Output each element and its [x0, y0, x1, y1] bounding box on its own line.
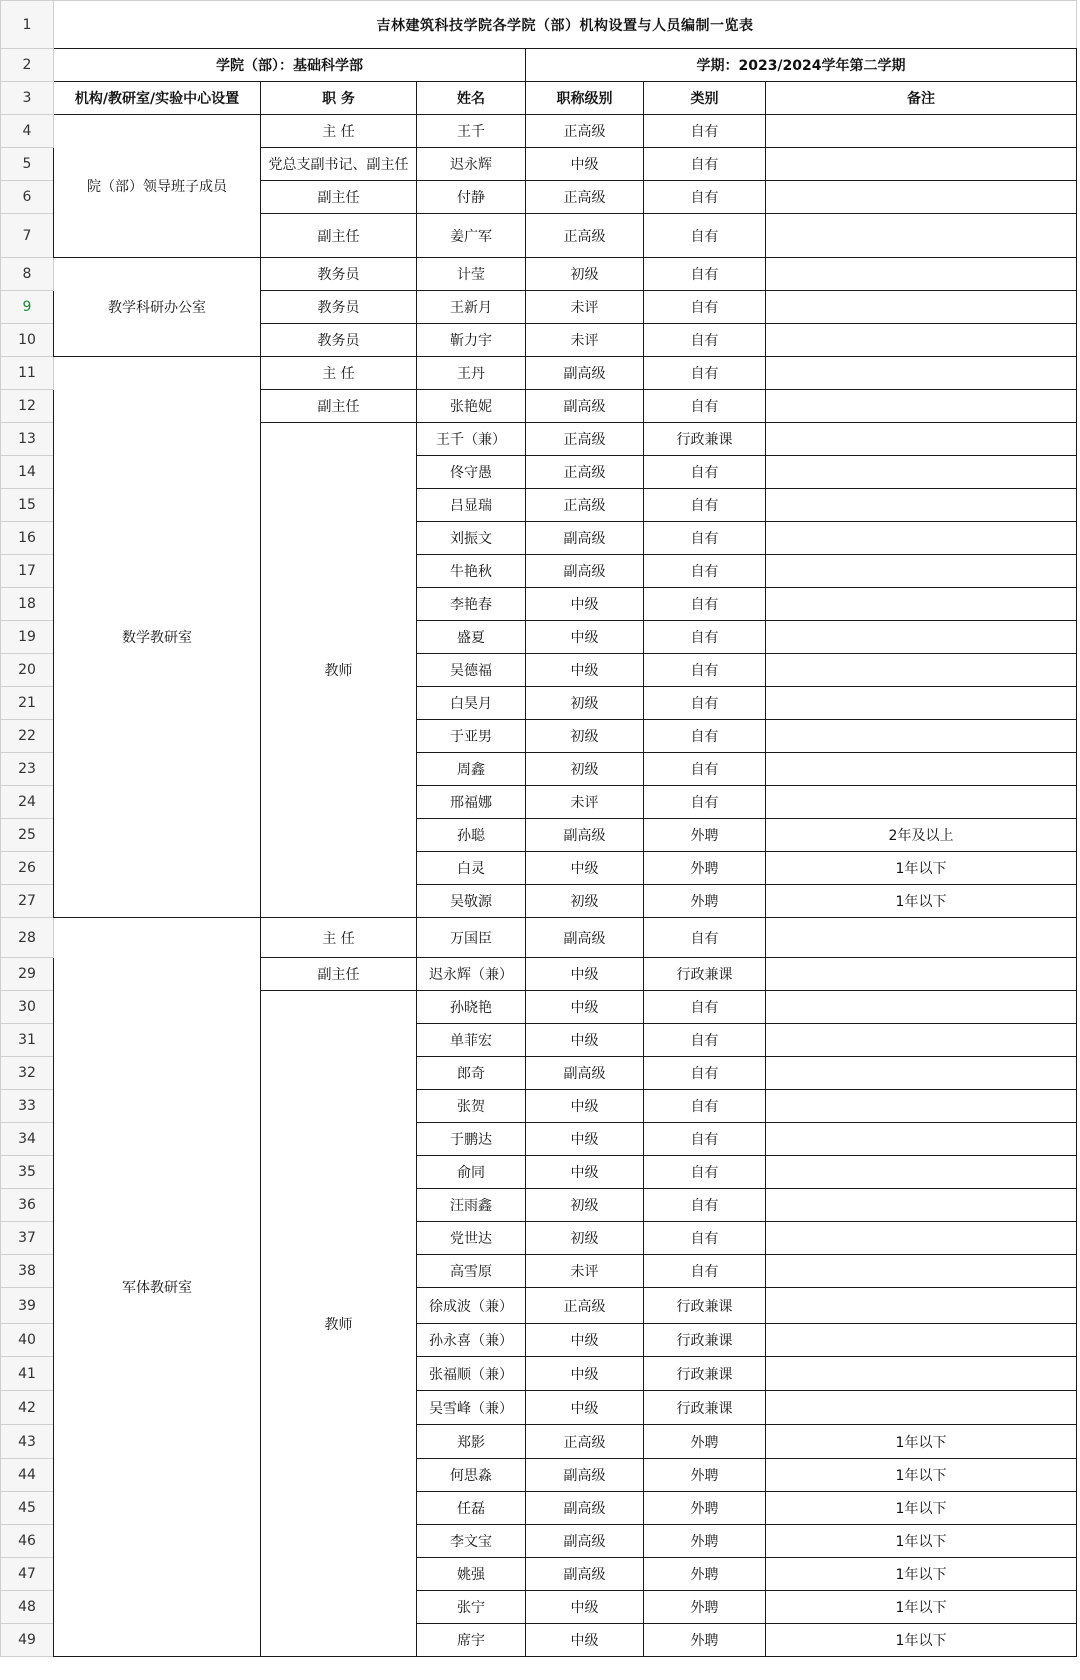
row-number[interactable]: 40: [1, 1324, 54, 1357]
type-cell[interactable]: 行政兼课: [644, 1288, 766, 1324]
row-number[interactable]: 19: [1, 621, 54, 654]
note-cell[interactable]: [766, 786, 1077, 819]
type-cell[interactable]: 外聘: [644, 852, 766, 885]
title-level-cell[interactable]: 初级: [526, 885, 644, 918]
title-level-cell[interactable]: 中级: [526, 654, 644, 687]
row-number[interactable]: 38: [1, 1255, 54, 1288]
position-cell[interactable]: 主 任: [261, 115, 417, 148]
position-cell[interactable]: 教务员: [261, 291, 417, 324]
type-cell[interactable]: 行政兼课: [644, 1357, 766, 1391]
department-cell[interactable]: 数学教研室: [54, 357, 261, 918]
title-level-cell[interactable]: 中级: [526, 1090, 644, 1123]
name-cell[interactable]: 党世达: [417, 1222, 526, 1255]
note-cell[interactable]: [766, 687, 1077, 720]
name-cell[interactable]: 迟永辉（兼）: [417, 958, 526, 991]
row-number[interactable]: 28: [1, 918, 54, 958]
name-cell[interactable]: 孙聪: [417, 819, 526, 852]
name-cell[interactable]: 王新月: [417, 291, 526, 324]
college-label[interactable]: 学院（部）：基础科学部: [54, 49, 526, 82]
title-level-cell[interactable]: 未评: [526, 786, 644, 819]
name-cell[interactable]: 张艳妮: [417, 390, 526, 423]
type-cell[interactable]: 自有: [644, 214, 766, 258]
name-cell[interactable]: 高雪原: [417, 1255, 526, 1288]
title-level-cell[interactable]: 中级: [526, 1391, 644, 1425]
column-header[interactable]: 类别: [644, 82, 766, 115]
title-level-cell[interactable]: 未评: [526, 324, 644, 357]
type-cell[interactable]: 外聘: [644, 1459, 766, 1492]
type-cell[interactable]: 行政兼课: [644, 1391, 766, 1425]
note-cell[interactable]: [766, 489, 1077, 522]
title-level-cell[interactable]: 副高级: [526, 918, 644, 958]
table-row: [1, 918, 1077, 958]
name-cell[interactable]: 汪雨鑫: [417, 1189, 526, 1222]
title-level-cell[interactable]: 中级: [526, 1156, 644, 1189]
row-number[interactable]: 25: [1, 819, 54, 852]
name-cell[interactable]: 姜广军: [417, 214, 526, 258]
position-cell[interactable]: 教务员: [261, 258, 417, 291]
name-cell[interactable]: 席宇: [417, 1624, 526, 1657]
position-cell[interactable]: 副主任: [261, 390, 417, 423]
note-cell[interactable]: [766, 148, 1077, 181]
type-cell[interactable]: 自有: [644, 324, 766, 357]
type-cell[interactable]: 自有: [644, 357, 766, 390]
type-cell[interactable]: 自有: [644, 1057, 766, 1090]
note-cell[interactable]: [766, 720, 1077, 753]
note-cell[interactable]: [766, 1255, 1077, 1288]
row-number[interactable]: 22: [1, 720, 54, 753]
department-cell[interactable]: 院（部）领导班子成员: [54, 115, 261, 258]
row-number[interactable]: 37: [1, 1222, 54, 1255]
title-level-cell[interactable]: 中级: [526, 148, 644, 181]
type-cell[interactable]: 自有: [644, 1024, 766, 1057]
type-cell[interactable]: 自有: [644, 181, 766, 214]
row-number[interactable]: 32: [1, 1057, 54, 1090]
row-number[interactable]: 2: [1, 49, 54, 82]
sheet-title[interactable]: 吉林建筑科技学院各学院（部）机构设置与人员编制一览表: [54, 1, 1077, 49]
note-cell[interactable]: [766, 918, 1077, 958]
title-level-cell[interactable]: 未评: [526, 1255, 644, 1288]
note-cell[interactable]: 1年以下: [766, 1558, 1077, 1591]
department-cell[interactable]: 教学科研办公室: [54, 258, 261, 357]
column-header[interactable]: 职 务: [261, 82, 417, 115]
type-cell[interactable]: 外聘: [644, 1558, 766, 1591]
title-level-cell[interactable]: 中级: [526, 1024, 644, 1057]
row-number[interactable]: 3: [1, 82, 54, 115]
name-cell[interactable]: 吴雪峰（兼）: [417, 1391, 526, 1425]
type-cell[interactable]: 自有: [644, 522, 766, 555]
title-level-cell[interactable]: 正高级: [526, 456, 644, 489]
name-cell[interactable]: 任磊: [417, 1492, 526, 1525]
row-number[interactable]: 14: [1, 456, 54, 489]
type-cell[interactable]: 行政兼课: [644, 423, 766, 456]
row-number[interactable]: 9: [1, 291, 54, 324]
note-cell[interactable]: [766, 1391, 1077, 1425]
position-cell[interactable]: 教务员: [261, 324, 417, 357]
note-cell[interactable]: [766, 1324, 1077, 1357]
type-cell[interactable]: 外聘: [644, 1525, 766, 1558]
note-cell[interactable]: [766, 1057, 1077, 1090]
note-cell[interactable]: [766, 214, 1077, 258]
position-cell[interactable]: 党总支副书记、副主任: [261, 148, 417, 181]
title-level-cell[interactable]: 初级: [526, 1189, 644, 1222]
note-cell[interactable]: [766, 423, 1077, 456]
row-number[interactable]: 41: [1, 1357, 54, 1391]
title-level-cell[interactable]: 正高级: [526, 1288, 644, 1324]
position-cell[interactable]: 副主任: [261, 214, 417, 258]
name-cell[interactable]: 牛艳秋: [417, 555, 526, 588]
name-cell[interactable]: 李艳春: [417, 588, 526, 621]
note-cell[interactable]: [766, 390, 1077, 423]
name-cell[interactable]: 何思淼: [417, 1459, 526, 1492]
row-number[interactable]: 1: [1, 1, 54, 49]
type-cell[interactable]: 自有: [644, 1255, 766, 1288]
title-level-cell[interactable]: 副高级: [526, 1492, 644, 1525]
type-cell[interactable]: 行政兼课: [644, 958, 766, 991]
note-cell[interactable]: [766, 654, 1077, 687]
title-level-cell[interactable]: 中级: [526, 1591, 644, 1624]
name-cell[interactable]: 姚强: [417, 1558, 526, 1591]
row-number[interactable]: 44: [1, 1459, 54, 1492]
type-cell[interactable]: 外聘: [644, 1492, 766, 1525]
note-cell[interactable]: [766, 621, 1077, 654]
note-cell[interactable]: [766, 522, 1077, 555]
row-number[interactable]: 4: [1, 115, 54, 148]
table-row: [1, 357, 1077, 390]
type-cell[interactable]: 自有: [644, 991, 766, 1024]
note-cell[interactable]: [766, 258, 1077, 291]
type-cell[interactable]: 自有: [644, 291, 766, 324]
title-level-cell[interactable]: 正高级: [526, 1425, 644, 1459]
position-cell[interactable]: 副主任: [261, 181, 417, 214]
name-cell[interactable]: 吴敬源: [417, 885, 526, 918]
name-cell[interactable]: 靳力宇: [417, 324, 526, 357]
type-cell[interactable]: 自有: [644, 555, 766, 588]
row-number[interactable]: 18: [1, 588, 54, 621]
row-number[interactable]: 39: [1, 1288, 54, 1324]
note-cell[interactable]: [766, 555, 1077, 588]
row-number[interactable]: 17: [1, 555, 54, 588]
name-cell[interactable]: 王丹: [417, 357, 526, 390]
name-cell[interactable]: 张贺: [417, 1090, 526, 1123]
note-cell[interactable]: 1年以下: [766, 1591, 1077, 1624]
note-cell[interactable]: [766, 991, 1077, 1024]
name-cell[interactable]: 王千: [417, 115, 526, 148]
note-cell[interactable]: [766, 324, 1077, 357]
type-cell[interactable]: 自有: [644, 390, 766, 423]
note-cell[interactable]: [766, 456, 1077, 489]
type-cell[interactable]: 自有: [644, 786, 766, 819]
type-cell[interactable]: 自有: [644, 1090, 766, 1123]
name-cell[interactable]: 白昊月: [417, 687, 526, 720]
row-number[interactable]: 29: [1, 958, 54, 991]
row-number[interactable]: 47: [1, 1558, 54, 1591]
title-level-cell[interactable]: 中级: [526, 1123, 644, 1156]
type-cell[interactable]: 外聘: [644, 1425, 766, 1459]
row-number[interactable]: 27: [1, 885, 54, 918]
type-cell[interactable]: 自有: [644, 720, 766, 753]
row-number[interactable]: 45: [1, 1492, 54, 1525]
name-cell[interactable]: 王千（兼）: [417, 423, 526, 456]
row-number[interactable]: 23: [1, 753, 54, 786]
row-number[interactable]: 36: [1, 1189, 54, 1222]
term-label[interactable]: 学期：2023/2024学年第二学期: [526, 49, 1077, 82]
column-header[interactable]: 机构/教研室/实验中心设置: [54, 82, 261, 115]
type-cell[interactable]: 自有: [644, 918, 766, 958]
name-cell[interactable]: 郑影: [417, 1425, 526, 1459]
note-cell[interactable]: [766, 357, 1077, 390]
title-level-cell[interactable]: 中级: [526, 852, 644, 885]
title-level-cell[interactable]: 中级: [526, 588, 644, 621]
note-cell[interactable]: 1年以下: [766, 1492, 1077, 1525]
title-level-cell[interactable]: 未评: [526, 291, 644, 324]
table-row: [1, 115, 1077, 148]
title-level-cell[interactable]: 副高级: [526, 522, 644, 555]
title-level-cell[interactable]: 初级: [526, 687, 644, 720]
name-cell[interactable]: 徐成波（兼）: [417, 1288, 526, 1324]
name-cell[interactable]: 于亚男: [417, 720, 526, 753]
column-header[interactable]: 姓名: [417, 82, 526, 115]
type-cell[interactable]: 自有: [644, 1222, 766, 1255]
name-cell[interactable]: 佟守愚: [417, 456, 526, 489]
title-level-cell[interactable]: 初级: [526, 1222, 644, 1255]
note-cell[interactable]: 1年以下: [766, 1459, 1077, 1492]
type-cell[interactable]: 自有: [644, 1189, 766, 1222]
note-cell[interactable]: [766, 1222, 1077, 1255]
name-cell[interactable]: 于鹏达: [417, 1123, 526, 1156]
row-number[interactable]: 26: [1, 852, 54, 885]
name-cell[interactable]: 吕显瑞: [417, 489, 526, 522]
name-cell[interactable]: 刘振文: [417, 522, 526, 555]
table-row: [1, 49, 1077, 82]
position-cell[interactable]: 教师: [261, 423, 417, 918]
note-cell[interactable]: [766, 1156, 1077, 1189]
type-cell[interactable]: 自有: [644, 687, 766, 720]
note-cell[interactable]: [766, 1288, 1077, 1324]
title-level-cell[interactable]: 正高级: [526, 115, 644, 148]
row-number[interactable]: 13: [1, 423, 54, 456]
row-number[interactable]: 10: [1, 324, 54, 357]
name-cell[interactable]: 张宁: [417, 1591, 526, 1624]
title-level-cell[interactable]: 初级: [526, 258, 644, 291]
row-number[interactable]: 46: [1, 1525, 54, 1558]
name-cell[interactable]: 盛夏: [417, 621, 526, 654]
note-cell[interactable]: [766, 588, 1077, 621]
row-number[interactable]: 24: [1, 786, 54, 819]
column-header[interactable]: 职称级别: [526, 82, 644, 115]
type-cell[interactable]: 自有: [644, 588, 766, 621]
name-cell[interactable]: 孙永喜（兼）: [417, 1324, 526, 1357]
type-cell[interactable]: 自有: [644, 1123, 766, 1156]
type-cell[interactable]: 自有: [644, 1156, 766, 1189]
note-cell[interactable]: 1年以下: [766, 885, 1077, 918]
note-cell[interactable]: [766, 1357, 1077, 1391]
table-row: [1, 258, 1077, 291]
title-level-cell[interactable]: 中级: [526, 991, 644, 1024]
column-header[interactable]: 备注: [766, 82, 1077, 115]
note-cell[interactable]: [766, 181, 1077, 214]
name-cell[interactable]: 白灵: [417, 852, 526, 885]
row-number[interactable]: 35: [1, 1156, 54, 1189]
type-cell[interactable]: 自有: [644, 621, 766, 654]
title-level-cell[interactable]: 副高级: [526, 1057, 644, 1090]
name-cell[interactable]: 俞同: [417, 1156, 526, 1189]
title-level-cell[interactable]: 中级: [526, 1624, 644, 1657]
row-number[interactable]: 43: [1, 1425, 54, 1459]
title-level-cell[interactable]: 中级: [526, 1324, 644, 1357]
note-cell[interactable]: 1年以下: [766, 1624, 1077, 1657]
row-number[interactable]: 21: [1, 687, 54, 720]
row-number[interactable]: 12: [1, 390, 54, 423]
note-cell[interactable]: [766, 1189, 1077, 1222]
title-level-cell[interactable]: 副高级: [526, 1525, 644, 1558]
name-cell[interactable]: 郎奇: [417, 1057, 526, 1090]
title-level-cell[interactable]: 副高级: [526, 1459, 644, 1492]
name-cell[interactable]: 邢福娜: [417, 786, 526, 819]
name-cell[interactable]: 迟永辉: [417, 148, 526, 181]
title-level-cell[interactable]: 副高级: [526, 357, 644, 390]
note-cell[interactable]: 2年及以上: [766, 819, 1077, 852]
title-level-cell[interactable]: 中级: [526, 621, 644, 654]
type-cell[interactable]: 自有: [644, 489, 766, 522]
title-level-cell[interactable]: 副高级: [526, 1558, 644, 1591]
row-number[interactable]: 15: [1, 489, 54, 522]
position-cell[interactable]: 主 任: [261, 357, 417, 390]
title-level-cell[interactable]: 中级: [526, 1357, 644, 1391]
title-level-cell[interactable]: 副高级: [526, 390, 644, 423]
note-cell[interactable]: [766, 1123, 1077, 1156]
department-cell[interactable]: 军体教研室: [54, 918, 261, 1657]
row-number[interactable]: 42: [1, 1391, 54, 1425]
title-level-cell[interactable]: 副高级: [526, 819, 644, 852]
note-cell[interactable]: [766, 115, 1077, 148]
title-level-cell[interactable]: 初级: [526, 720, 644, 753]
title-level-cell[interactable]: 正高级: [526, 214, 644, 258]
row-number[interactable]: 34: [1, 1123, 54, 1156]
type-cell[interactable]: 自有: [644, 654, 766, 687]
note-cell[interactable]: 1年以下: [766, 1525, 1077, 1558]
type-cell[interactable]: 自有: [644, 456, 766, 489]
position-cell[interactable]: 主 任: [261, 918, 417, 958]
row-number[interactable]: 16: [1, 522, 54, 555]
row-number[interactable]: 6: [1, 181, 54, 214]
type-cell[interactable]: 外聘: [644, 819, 766, 852]
type-cell[interactable]: 自有: [644, 258, 766, 291]
position-cell[interactable]: 教师: [261, 991, 417, 1657]
type-cell[interactable]: 外聘: [644, 1591, 766, 1624]
name-cell[interactable]: 张福顺（兼）: [417, 1357, 526, 1391]
note-cell[interactable]: [766, 1024, 1077, 1057]
title-level-cell[interactable]: 正高级: [526, 489, 644, 522]
name-cell[interactable]: 付静: [417, 181, 526, 214]
type-cell[interactable]: 自有: [644, 115, 766, 148]
type-cell[interactable]: 行政兼课: [644, 1324, 766, 1357]
type-cell[interactable]: 自有: [644, 148, 766, 181]
title-level-cell[interactable]: 正高级: [526, 423, 644, 456]
type-cell[interactable]: 自有: [644, 753, 766, 786]
title-level-cell[interactable]: 初级: [526, 753, 644, 786]
name-cell[interactable]: 单菲宏: [417, 1024, 526, 1057]
note-cell[interactable]: 1年以下: [766, 852, 1077, 885]
row-number[interactable]: 31: [1, 1024, 54, 1057]
row-number[interactable]: 20: [1, 654, 54, 687]
position-cell[interactable]: 副主任: [261, 958, 417, 991]
row-number[interactable]: 33: [1, 1090, 54, 1123]
row-number[interactable]: 49: [1, 1624, 54, 1657]
note-cell[interactable]: [766, 1090, 1077, 1123]
note-cell[interactable]: [766, 753, 1077, 786]
name-cell[interactable]: 计莹: [417, 258, 526, 291]
name-cell[interactable]: 周鑫: [417, 753, 526, 786]
row-number[interactable]: 8: [1, 258, 54, 291]
name-cell[interactable]: 吴德福: [417, 654, 526, 687]
name-cell[interactable]: 孙晓艳: [417, 991, 526, 1024]
name-cell[interactable]: 李文宝: [417, 1525, 526, 1558]
type-cell[interactable]: 外聘: [644, 885, 766, 918]
row-number[interactable]: 11: [1, 357, 54, 390]
name-cell[interactable]: 万国臣: [417, 918, 526, 958]
note-cell[interactable]: [766, 958, 1077, 991]
note-cell[interactable]: 1年以下: [766, 1425, 1077, 1459]
type-cell[interactable]: 外聘: [644, 1624, 766, 1657]
note-cell[interactable]: [766, 291, 1077, 324]
table-row: [1, 1, 1077, 49]
title-level-cell[interactable]: 中级: [526, 958, 644, 991]
row-number[interactable]: 30: [1, 991, 54, 1024]
row-number[interactable]: 5: [1, 148, 54, 181]
title-level-cell[interactable]: 副高级: [526, 555, 644, 588]
row-number[interactable]: 48: [1, 1591, 54, 1624]
title-level-cell[interactable]: 正高级: [526, 181, 644, 214]
table-row: [1, 82, 1077, 115]
row-number[interactable]: 7: [1, 214, 54, 258]
